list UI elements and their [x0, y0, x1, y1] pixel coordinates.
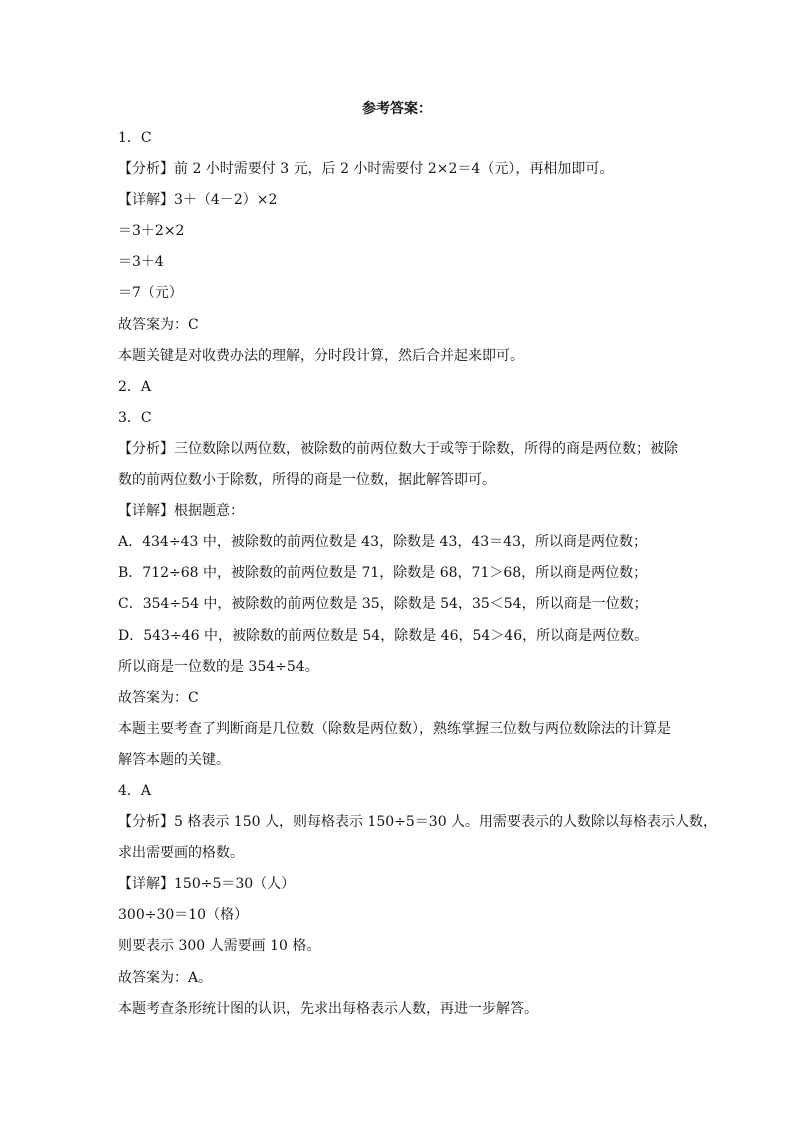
text-line: 本题关键是对收费办法的理解，分时段计算，然后合并起来即可。 [118, 347, 524, 364]
text-line: 求出需要画的格数。 [118, 845, 244, 862]
text-line: 本题主要考查了判断商是几位数（除数是两位数），熟练掌握三位数与两位数除法的计算是 [118, 720, 671, 737]
text-line: 300÷30＝10（格） [118, 907, 249, 924]
text-line: ＝7（元） [118, 285, 183, 302]
text-line: 【详解】150÷5＝30（人） [118, 876, 296, 893]
text-line: 【分析】前 2 小时需要付 3 元，后 2 小时需要付 2×2＝4（元），再相加即可。 [118, 161, 614, 178]
text-line: 解答本题的关键。 [118, 751, 230, 768]
text-line: 【分析】5 格表示 150 人，则每格表示 150÷5＝30 人。用需要表示的人数除以每格表示人数， [118, 814, 718, 831]
text-line: 2．A [118, 378, 152, 395]
text-line: 3．C [118, 409, 152, 426]
text-line: ＝3＋2×2 [118, 223, 185, 240]
text-line: 【详解】根据题意： [118, 503, 244, 520]
text-line: 则要表示 300 人需要画 10 格。 [118, 938, 321, 955]
text-line: 4．A [118, 782, 152, 799]
text-line: 数的前两位数小于除数，所得的商是一位数，据此解答即可。 [118, 472, 496, 489]
text-line: ＝3＋4 [118, 254, 164, 271]
text-line: C．354÷54 中，被除数的前两位数是 35，除数是 54，35＜54，所以商是一位数； [118, 596, 648, 613]
text-line: B．712÷68 中，被除数的前两位数是 71，除数是 68，71＞68，所以商是两位数； [118, 565, 648, 582]
text-line: 1．C [118, 130, 152, 146]
text-line: 故答案为：C [118, 316, 199, 333]
text-line: 所以商是一位数的是 354÷54。 [118, 658, 319, 675]
page-title: 参考答案： [362, 101, 432, 117]
text-line: 【分析】三位数除以两位数，被除数的前两位数大于或等于除数，所得的商是两位数；被除 [118, 440, 678, 457]
text-line: 【详解】3＋（4－2）×2 [118, 192, 278, 209]
text-line: D．543÷46 中，被除数的前两位数是 54，除数是 46，54＞46，所以商是两位数。 [118, 627, 649, 644]
text-line: A．434÷43 中，被除数的前两位数是 43，除数是 43，43＝43，所以商是两位数； [118, 534, 647, 551]
text-line: 本题考查条形统计图的认识，先求出每格表示人数，再进一步解答。 [118, 1000, 538, 1017]
text-line: 故答案为：A。 [118, 969, 213, 986]
text-line: 故答案为：C [118, 689, 199, 706]
answer-content [118, 123, 718, 1025]
